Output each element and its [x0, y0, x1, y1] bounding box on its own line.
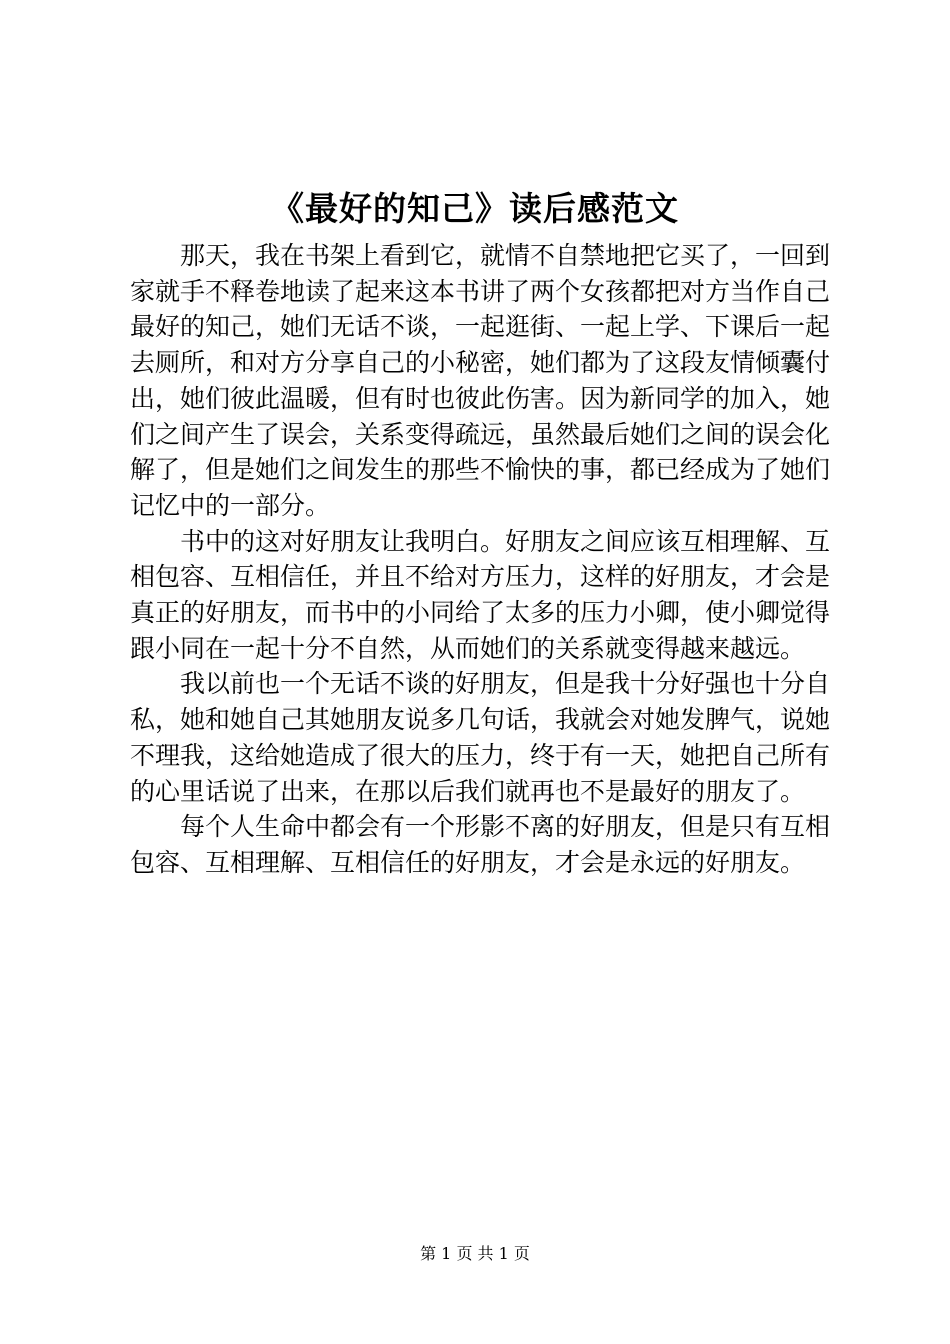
paragraph: 书中的这对好朋友让我明白。好朋友之间应该互相理解、互相包容、互相信任，并且不给对方压力，这样的好朋友，才会是真正的好朋友，而书中的小同给了太多的压力小卿，使小卿觉得跟小同在一起十分不自然，从而她们的关系就变得越来越远。 [130, 526, 831, 663]
paragraph: 每个人生命中都会有一个形影不离的好朋友，但是只有互相包容、互相理解、互相信任的好朋友，才会是永远的好朋友。 [130, 812, 831, 877]
document-body [130, 238, 830, 881]
page-footer: 第 1 页 共 1 页 [420, 1244, 530, 1263]
document-title: 《最好的知己》读后感范文 [271, 189, 679, 228]
paragraph: 我以前也一个无话不谈的好朋友，但是我十分好强也十分自私，她和她自己其她朋友说多几句话，我就会对她发脾气，说她不理我，这给她造成了很大的压力，终于有一天，她把自己所有的心里话说了出来，在那以后我们就再也不是最好的朋友了。 [130, 669, 831, 806]
paragraph: 那天，我在书架上看到它，就情不自禁地把它买了，一回到家就手不释卷地读了起来这本书讲了两个女孩都把对方当作自己最好的知己，她们无话不谈，一起逛街、一起上学、下课后一起去厕所，和对方分享自己的小秘密，她们都为了这段友情倾囊付出，她们彼此温暖，但有时也彼此伤害。因为新同学的加入，她们之间产生了误会，关系变得疏远，虽然最后她们之间的误会化解了，但是她们之间发生的那些不愉快的事，都已经成为了她们记忆中的一部分。 [130, 241, 831, 520]
